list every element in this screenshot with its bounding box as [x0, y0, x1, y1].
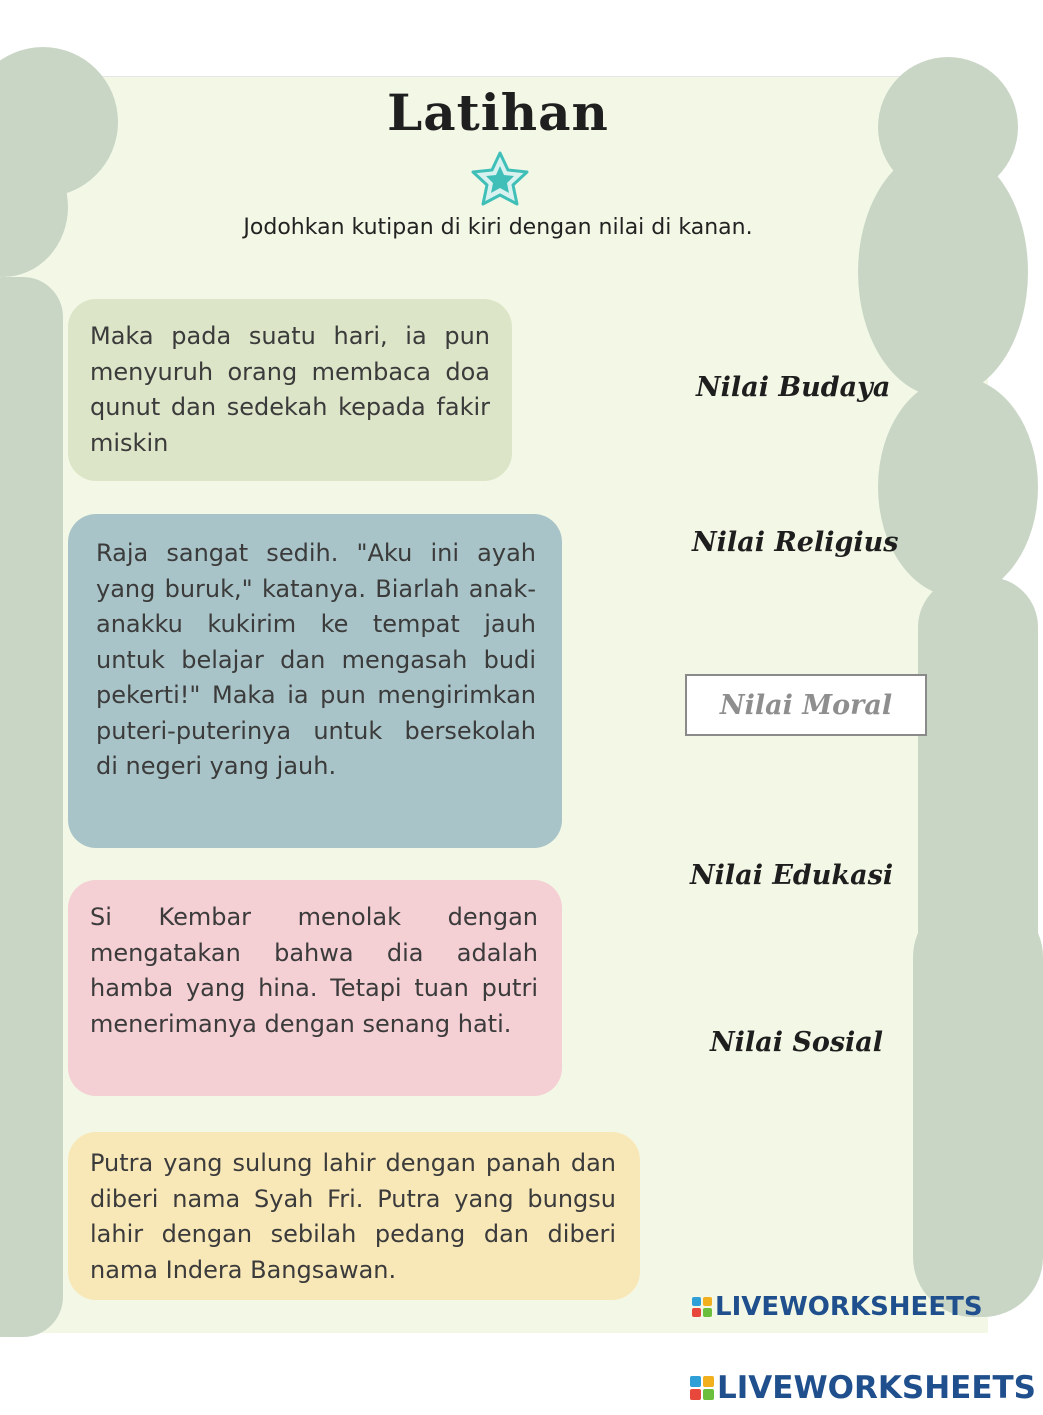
quote-text: Putra yang sulung lahir dengan panah dan diberi nama Syah Fri. Putra yang bungsu lahir dengan sebilah pedang dan diberi nama Indera Bangsawan.	[90, 1149, 616, 1284]
quote-text: Raja sangat sedih. "Aku ini ayah yang buruk," katanya. Biarlah anak-anakku kukirim ke tempat jauh untuk belajar dan mengasah budi pekerti!" Maka ia pun mengirimkan puteri-puterinya untuk bersekolah di negeri yang jauh.	[96, 539, 536, 780]
liveworksheets-logo	[692, 1292, 983, 1322]
logo-text: LIVEWORKSHEETS	[715, 1292, 983, 1322]
quote-card-1[interactable]	[68, 299, 512, 481]
instruction-text: Jodohkan kutipan di kiri dengan nilai di kanan.	[243, 215, 753, 240]
star-icon	[468, 149, 532, 209]
footer-logo-text: LIVEWORKSHEETS	[717, 1370, 1036, 1406]
quote-card-4[interactable]	[68, 1132, 640, 1300]
cloud-decoration	[858, 147, 1028, 397]
quote-card-3[interactable]	[68, 880, 562, 1096]
quote-text: Si Kembar menolak dengan mengatakan bahwa dia adalah hamba yang hina. Tetapi tuan putri menerimanya dengan senang hati.	[90, 903, 538, 1038]
liveworksheets-footer-logo[interactable]	[690, 1370, 1036, 1406]
cloud-decoration	[878, 377, 1038, 597]
liveworksheets-logo-icon	[690, 1376, 714, 1400]
worksheet-title: Latihan	[387, 83, 609, 142]
value-option-religius[interactable]: Nilai Religius	[692, 527, 899, 558]
value-option-moral-label: Nilai Moral	[719, 689, 893, 721]
value-option-budaya[interactable]: Nilai Budaya	[696, 372, 891, 403]
quote-text: Maka pada suatu hari, ia pun menyuruh orang membaca doa qunut dan sedekah kepada fakir miskin	[90, 322, 490, 457]
cloud-decoration	[913, 897, 1043, 1317]
value-option-edukasi[interactable]: Nilai Edukasi	[690, 860, 894, 891]
value-option-moral[interactable]	[685, 674, 927, 736]
quote-card-2[interactable]	[68, 514, 562, 848]
worksheet-page	[8, 76, 988, 1333]
value-option-sosial[interactable]: Nilai Sosial	[710, 1027, 884, 1058]
cloud-decoration	[0, 277, 63, 1337]
liveworksheets-logo-icon	[692, 1297, 712, 1317]
